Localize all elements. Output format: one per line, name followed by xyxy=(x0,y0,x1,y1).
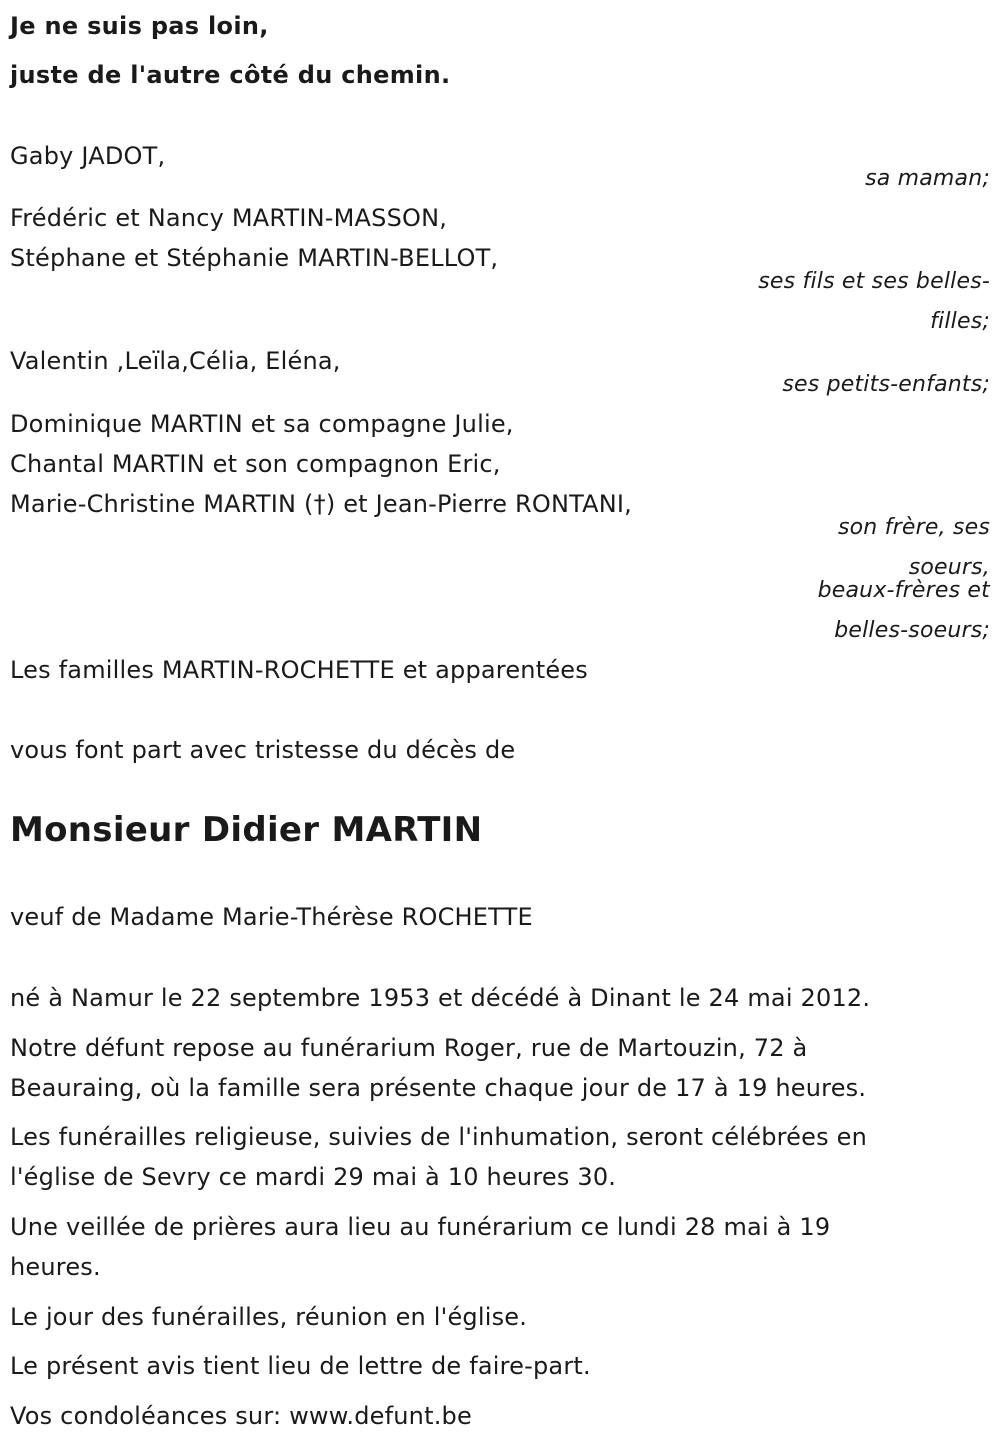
funeral-line-2: l'église de Sevry ce mardi 29 mai à 10 heures 30. xyxy=(10,1163,617,1191)
repose-line-2: Beauraing, où la famille sera présente chaque jour de 17 à 19 heures. xyxy=(10,1074,867,1102)
notice-line: Le présent avis tient lieu de lettre de faire-part. xyxy=(10,1352,591,1380)
vigil-line-1: Une veillée de prières aura lieu au funérarium ce lundi 28 mai à 19 xyxy=(10,1213,831,1241)
grandchildren-relation: ses petits-enfants; xyxy=(782,372,990,397)
sibling-line-3-prefix: Marie-Christine MARTIN ( xyxy=(10,490,314,518)
birth-death-line: né à Namur le 22 septembre 1953 et décédé à Dinant le 24 mai 2012. xyxy=(10,984,871,1012)
siblings-relation-line-1: son frère, ses xyxy=(837,515,990,540)
son-line-1: Frédéric et Nancy MARTIN-MASSON, xyxy=(10,204,448,232)
sibling-line-2: Chantal MARTIN et son compagnon Eric, xyxy=(10,450,501,478)
mother-relation: sa maman; xyxy=(865,166,990,191)
widower-line: veuf de Madame Marie-Thérèse ROCHETTE xyxy=(10,903,533,931)
son-line-2: Stéphane et Stéphanie MARTIN-BELLOT, xyxy=(10,244,499,272)
grandchildren-names: Valentin ,Leïla,Célia, Eléna, xyxy=(10,347,341,375)
funeral-line-1: Les funérailles religieuse, suivies de l'inhumation, seront célébrées en xyxy=(10,1123,868,1151)
sons-relation-line-1: ses fils et ses belles- xyxy=(758,269,990,294)
sibling-line-1: Dominique MARTIN et sa compagne Julie, xyxy=(10,410,514,438)
sibling-line-3-suffix: ) et Jean-Pierre RONTANI, xyxy=(325,490,632,518)
vigil-line-2: heures. xyxy=(10,1253,101,1281)
repose-line-1: Notre défunt repose au funérarium Roger, rue de Martouzin, 72 à xyxy=(10,1034,808,1062)
condolences-line: Vos condoléances sur: www.defunt.be xyxy=(10,1402,472,1430)
meeting-line: Le jour des funérailles, réunion en l'église. xyxy=(10,1303,528,1331)
siblings-relation-line-3: beaux-frères et xyxy=(817,578,990,603)
siblings-relation-line-4: belles-soeurs; xyxy=(834,618,990,643)
poem-line-1: Je ne suis pas loin, xyxy=(10,12,269,40)
sons-relation-line-2: filles; xyxy=(930,309,990,334)
sibling-line-3 xyxy=(10,490,632,518)
mother-name: Gaby JADOT, xyxy=(10,142,166,170)
families-line: Les familles MARTIN-ROCHETTE et apparentées xyxy=(10,656,588,684)
cross-icon: † xyxy=(313,490,326,518)
siblings-relation-line-2: soeurs, xyxy=(908,555,990,580)
poem-line-2: juste de l'autre côté du chemin. xyxy=(10,61,451,89)
announcement: vous font part avec tristesse du décès de xyxy=(10,736,516,764)
deceased-name: Monsieur Didier MARTIN xyxy=(10,810,483,850)
